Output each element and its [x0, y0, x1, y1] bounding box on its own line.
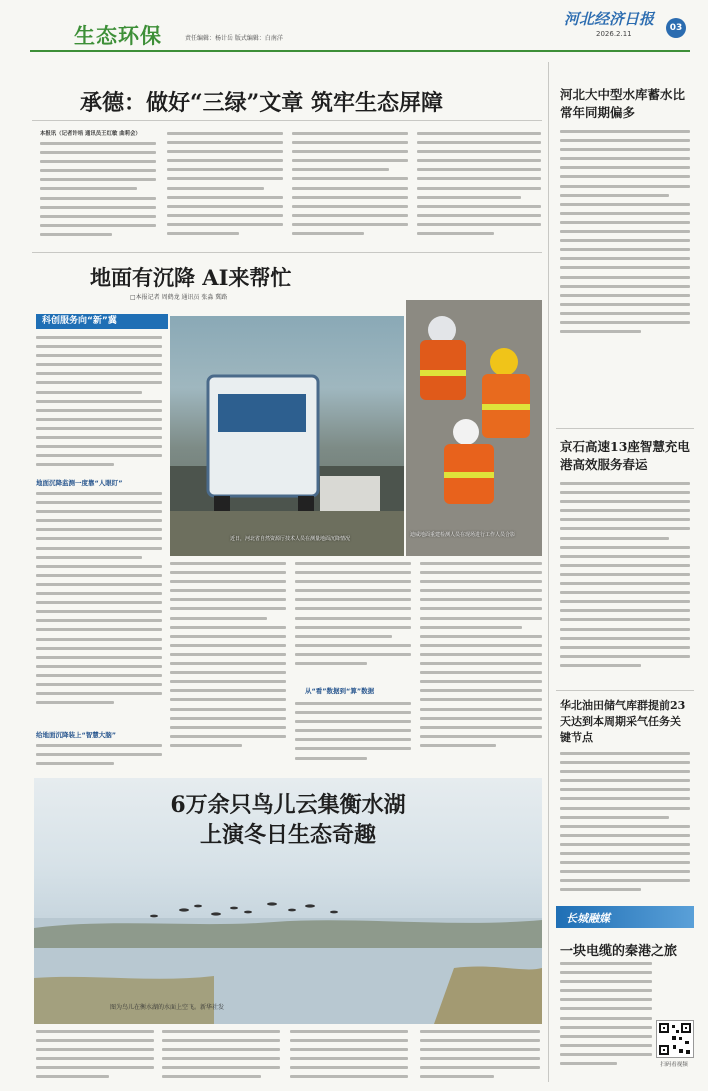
masthead [0, 0, 708, 52]
sidebar-article1-body [560, 130, 690, 340]
lead-body-col1 [40, 142, 156, 247]
ai-body-col3-a [295, 562, 411, 682]
sidebar-article3-body [560, 752, 690, 902]
ai-body-col3-b [295, 702, 411, 772]
ai-subhead-3: 从“看”数据到“算”数据 [305, 687, 375, 695]
sidebar-column-banner [556, 906, 694, 928]
bird-photo-caption: 图为鸟儿在衡水湖的水面上空飞。新华社发 [110, 1004, 225, 1011]
ai-headline: 地面有沉降 AI来帮忙 [90, 265, 292, 290]
bird-headline-line1: 6万余只鸟儿云集衡水湖 [170, 792, 406, 818]
lead-body-col4 [417, 132, 541, 247]
sidebar-article1-headline: 河北大中型水库蓄水比常年同期偏多 [560, 87, 686, 120]
sidebar-column-label: 长城融媒 [566, 912, 610, 925]
ai-body-col1-b [36, 492, 162, 727]
lead-body-col2 [167, 132, 283, 247]
ai-photo-left-caption: 近日，河北省自然资源厅技术人员在测量地面沉降情况 [230, 536, 351, 542]
sidebar-article2-headline: 京石高速13座智慧充电港高效服务春运 [560, 439, 690, 472]
ai-photo-left [170, 316, 404, 556]
bird-body-col1 [36, 1030, 154, 1086]
editors-line: 责任编辑：杨计岳 版式编辑：白南洋 [185, 35, 283, 42]
masthead-rule [30, 50, 690, 52]
sidebar-article4-headline: 一块电缆的秦港之旅 [560, 944, 678, 959]
ai-body-col2 [170, 562, 286, 772]
ai-body-col1-a [36, 336, 162, 476]
sidebar-rule-1 [556, 428, 694, 429]
bird-body-col4 [420, 1030, 540, 1086]
sidebar-rule-2 [556, 690, 694, 691]
ai-body-col1-c [36, 744, 162, 772]
ai-photo-left-graphic [170, 316, 404, 556]
page-number-badge [666, 18, 686, 38]
sidebar-divider [548, 62, 549, 1082]
section-title: 生态环保 [74, 23, 162, 48]
issue-date: 2026.2.11 [596, 30, 632, 38]
ai-body-col4 [420, 562, 542, 772]
lead-headline: 承德：做好“三绿”文章 筑牢生态屏障 [80, 90, 443, 116]
bird-headline-line2: 上演冬日生态奇趣 [199, 822, 376, 848]
lead-body-col3 [292, 132, 408, 247]
sidebar-article4-body [560, 962, 652, 1080]
bird-body-col2 [162, 1030, 280, 1086]
ai-photo-right-caption: 迪威地面重建检测人员在现场进行工作人员合影 [410, 532, 516, 538]
lead-byline: 本报讯（记者许培 通讯员王红敏 曲莉会） [40, 131, 141, 137]
ai-subhead-2: 给地面沉降装上“智慧大脑” [36, 731, 117, 739]
ai-subhead-1: 地面沉降监测一度靠“人眼盯” [36, 479, 123, 487]
sidebar-article2-body [560, 482, 690, 682]
ai-banner-label: 科创服务向“新”冀 [42, 316, 117, 326]
paper-name: 河北经济日报 [564, 10, 655, 28]
sidebar-article3-headline: 华北油田储气库群提前23天达到本周期采气任务关键节点 [560, 699, 686, 744]
lead-headline-rule [32, 120, 542, 121]
lead-bottom-rule [32, 252, 542, 253]
bird-body-col3 [290, 1030, 408, 1086]
ai-photo-right-graphic [406, 300, 542, 556]
qr-code[interactable] [656, 1020, 694, 1058]
page-number: 03 [669, 23, 683, 33]
ai-photo-right [406, 300, 542, 556]
qr-code-icon [657, 1021, 693, 1057]
ai-banner [36, 314, 168, 329]
qr-label: 扫码看视频 [660, 1062, 688, 1068]
bird-article-block [34, 778, 542, 1024]
ai-byline: □本报记者 周鹤龙 通讯员 张淼 冀路 [130, 294, 228, 301]
